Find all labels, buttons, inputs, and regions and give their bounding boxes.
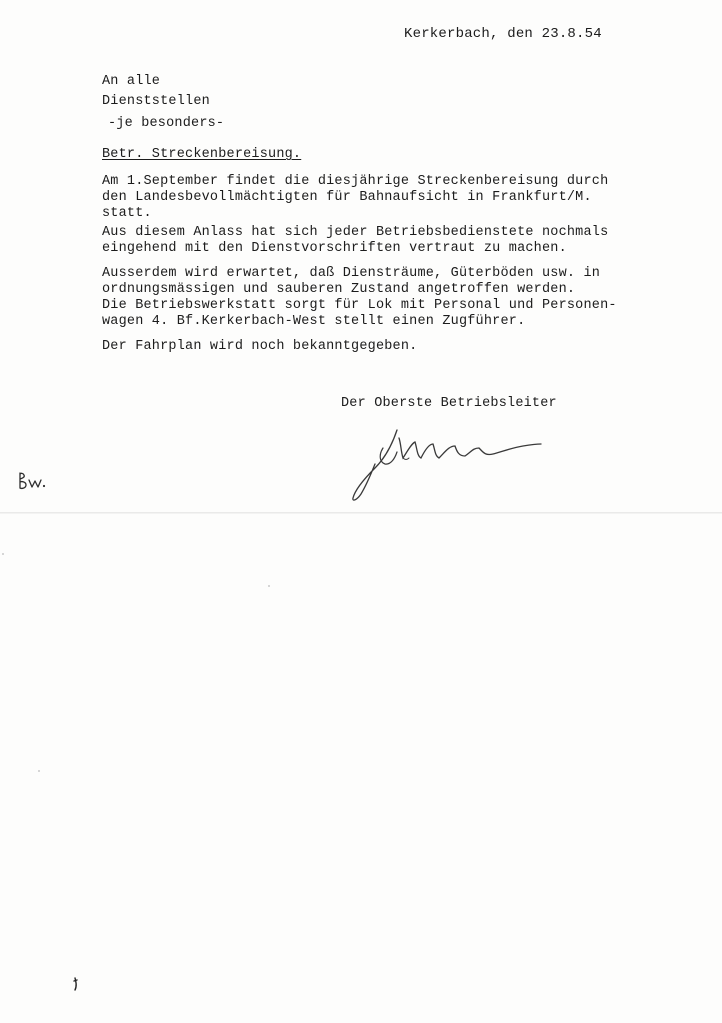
body-line: den Landesbevollmächtigten für Bahnaufsicht in Frankfurt/M. (102, 190, 592, 205)
body-line: statt. (102, 206, 152, 221)
handwritten-signature (345, 418, 550, 508)
paper-speck (38, 770, 40, 772)
closing-title: Der Oberste Betriebsleiter (341, 396, 557, 411)
body-line: eingehend mit den Dienstvorschriften vertraut zu machen. (102, 241, 567, 256)
paper-fold-line (0, 512, 722, 514)
subject-line: Betr. Streckenbereisung. (102, 147, 302, 162)
recipient-line-1: An alle (102, 74, 161, 89)
place-date: Kerkerbach, den 23.8.54 (404, 26, 602, 42)
body-line: Am 1.September findet die diesjährige Streckenbereisung durch (102, 174, 609, 189)
body-line: Aus diesem Anlass hat sich jeder Betriebsbedienstete nochmals (102, 225, 609, 240)
paper-speck (2, 553, 4, 555)
paper-speck (268, 585, 270, 587)
recipient-line-3: -je besonders- (108, 116, 225, 131)
margin-initials-handwritten (16, 470, 50, 492)
body-line: wagen 4. Bf.Kerkerbach-West stellt einen Zugführer. (102, 314, 526, 329)
recipient-line-2: Dienststellen (102, 94, 210, 109)
body-line: Die Betriebswerkstatt sorgt für Lok mit Personal und Personen- (102, 298, 617, 313)
body-line: Ausserdem wird erwartet, daß Diensträume, Güterböden usw. in (102, 266, 601, 281)
body-line: ordnungsmässigen und sauberen Zustand angetroffen werden. (102, 282, 576, 297)
pencil-tick-mark (72, 976, 80, 992)
body-line: Der Fahrplan wird noch bekanntgegeben. (102, 339, 418, 354)
